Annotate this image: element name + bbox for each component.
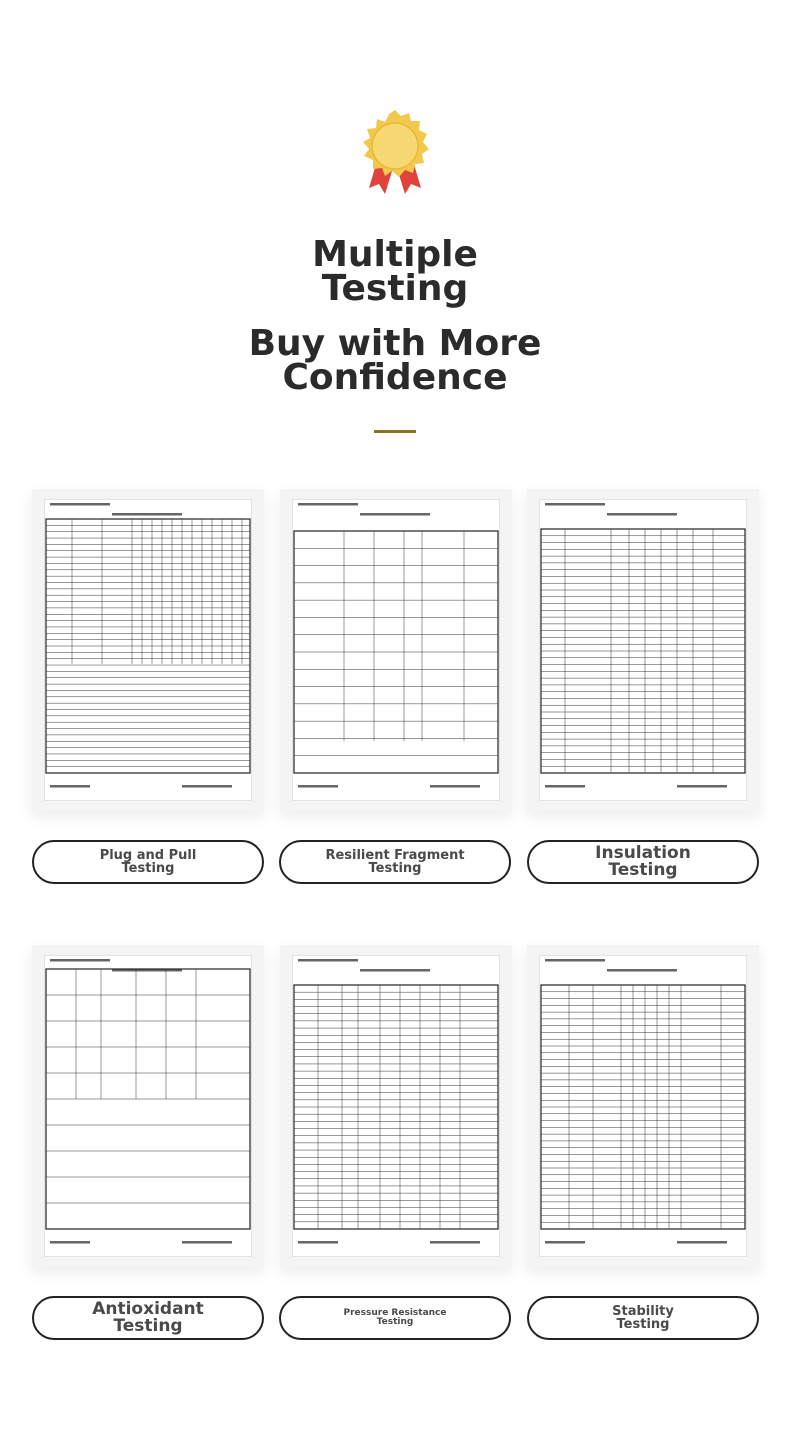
test-label-plug-pull xyxy=(32,840,264,884)
report-sheet-graphic xyxy=(527,945,759,1267)
test-label-insulation xyxy=(527,840,759,884)
headline-line-1a: Multiple xyxy=(312,234,478,275)
accent-divider xyxy=(374,430,416,433)
report-sheet-graphic xyxy=(280,945,512,1267)
report-sheet-graphic xyxy=(32,489,264,811)
test-label-line1: Resilient Fragment xyxy=(325,848,465,863)
headline-secondary xyxy=(0,323,790,398)
test-report-card xyxy=(280,945,512,1267)
test-label-line2: Testing xyxy=(121,861,175,876)
test-label-line1: Antioxidant xyxy=(92,1299,204,1319)
test-label-line1: Pressure Resistance xyxy=(343,1308,447,1318)
test-report-card xyxy=(527,489,759,811)
report-sheet-graphic xyxy=(32,945,264,1267)
test-report-card xyxy=(280,489,512,811)
headline-line-2b: Confidence xyxy=(282,357,508,398)
test-report-card xyxy=(527,945,759,1267)
test-report-card xyxy=(32,489,264,811)
test-label-line1: Insulation xyxy=(595,843,691,863)
award-medal-icon xyxy=(355,106,435,201)
test-label-line1: Stability xyxy=(612,1304,674,1319)
report-sheet-graphic xyxy=(527,489,759,811)
report-sheet-graphic xyxy=(280,489,512,811)
headline-line-1b: Testing xyxy=(321,268,469,309)
test-label-line2: Testing xyxy=(608,860,678,880)
test-label-stability xyxy=(527,1296,759,1340)
test-label-line1: Plug and Pull xyxy=(99,848,197,863)
test-report-card xyxy=(32,945,264,1267)
test-label-line2: Testing xyxy=(368,861,422,876)
test-label-line2: Testing xyxy=(616,1317,670,1332)
test-label-antioxidant xyxy=(32,1296,264,1340)
test-label-line2: Testing xyxy=(113,1316,183,1336)
headline-primary xyxy=(0,234,790,309)
test-label-resilient-fragment xyxy=(279,840,511,884)
test-label-pressure-resistance xyxy=(279,1296,511,1340)
headline-line-2a: Buy with More xyxy=(248,323,542,364)
test-label-line2: Testing xyxy=(376,1317,414,1327)
